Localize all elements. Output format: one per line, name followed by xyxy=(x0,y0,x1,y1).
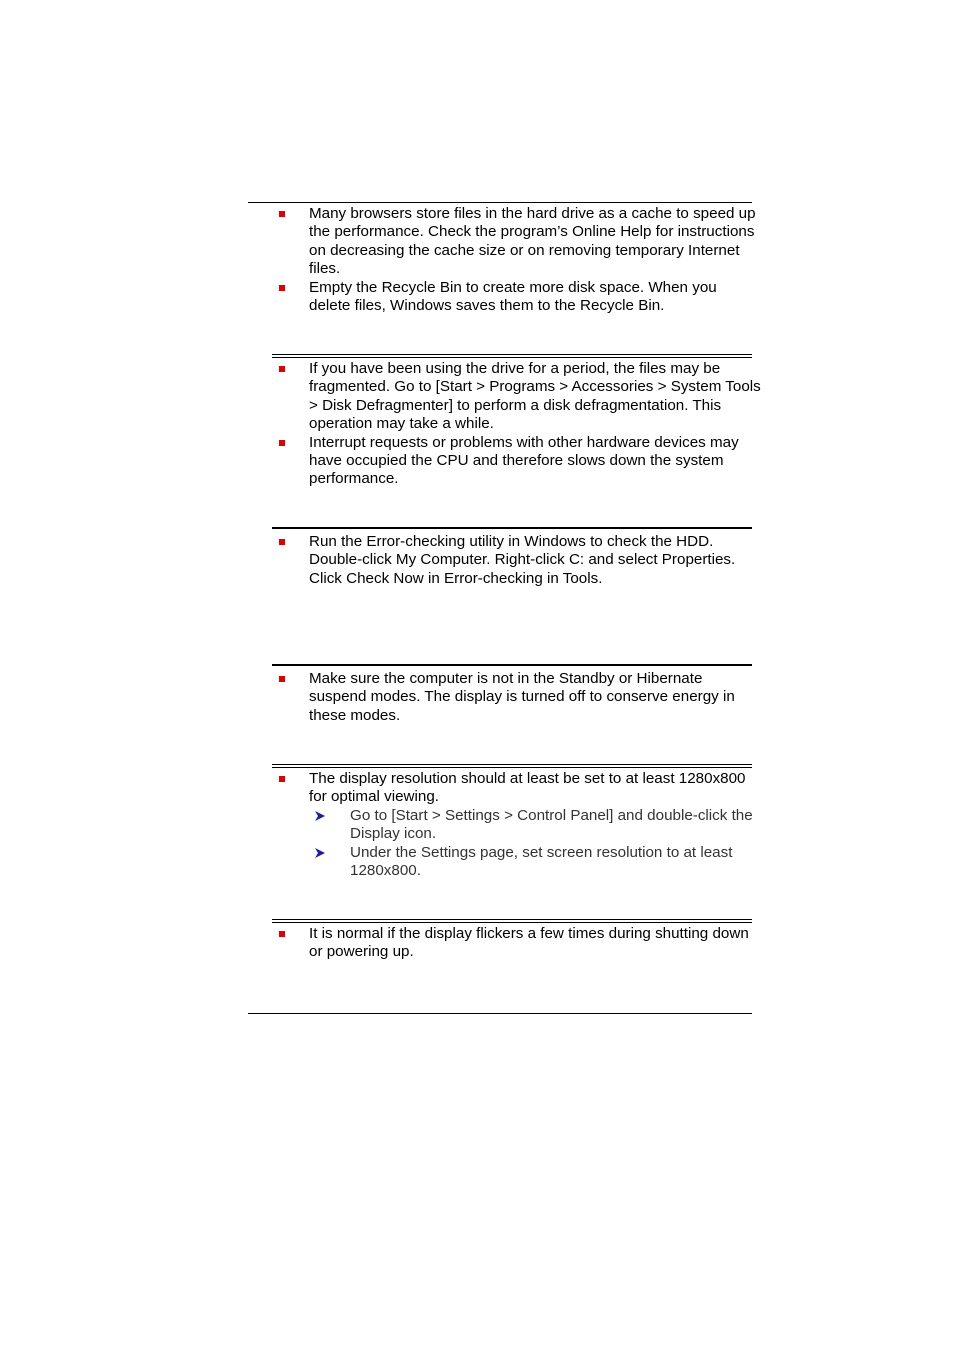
section-disk-space xyxy=(272,205,762,315)
list-item-text: It is normal if the display flickers a few times during shutting down or powering up. xyxy=(309,925,749,961)
sub-list-item xyxy=(272,807,762,844)
list-item-text: Empty the Recycle Bin to create more disk space. When you delete files, Windows saves them to the Recycle Bin. xyxy=(309,278,717,315)
bottom-rule xyxy=(248,1013,752,1014)
list-item xyxy=(272,434,762,489)
list-item-text: If you have been using the drive for a period, the files may be fragmented. Go to [Start > Programs > Accessories > System Tools > Disk Defragmenter] to perform a disk defragmentation. This operation may take a while. xyxy=(309,360,761,433)
section-performance xyxy=(272,360,762,489)
list-item xyxy=(272,770,762,807)
sub-list-item-text: Go to [Start > Settings > Control Panel] and double-click the Display icon. xyxy=(350,806,753,843)
list-item-text: Run the Error-checking utility in Windows to check the HDD. Double-click My Computer. Right-click C: and select Properties. Click Check Now in Error-checking in Tools. xyxy=(309,533,736,587)
section-error-checking xyxy=(272,533,762,588)
sub-list-item-text: Under the Settings page, set screen resolution to at least 1280x800. xyxy=(350,843,733,880)
list-item-text: Make sure the computer is not in the Standby or Hibernate suspend modes. The display is turned off to conserve energy in these modes. xyxy=(309,670,735,724)
list-item xyxy=(272,670,762,725)
section-divider xyxy=(272,664,752,666)
square-bullet-icon xyxy=(279,539,285,545)
section-divider xyxy=(272,764,752,768)
arrow-bullet-icon xyxy=(314,810,326,822)
section-resolution xyxy=(272,770,762,880)
section-divider xyxy=(272,354,752,358)
list-item xyxy=(272,279,762,316)
sub-list-item xyxy=(272,844,762,881)
square-bullet-icon xyxy=(279,931,285,937)
list-item-text: The display resolution should at least be set to at least 1280x800 for optimal viewing. xyxy=(309,770,746,806)
square-bullet-icon xyxy=(279,776,285,782)
top-rule xyxy=(248,202,752,203)
section-standby xyxy=(272,670,762,725)
list-item xyxy=(272,360,762,434)
section-flicker xyxy=(272,925,762,962)
list-item-text: Interrupt requests or problems with other hardware devices may have occupied the CPU and therefore slows down the system performance. xyxy=(309,433,739,488)
list-item-text: Many browsers store files in the hard drive as a cache to speed up the performance. Check the program’s Online Help for instructions on decreasing the cache size or on removing temporary Internet files. xyxy=(309,205,756,278)
arrow-bullet-icon xyxy=(314,847,326,859)
list-item xyxy=(272,533,762,588)
list-item xyxy=(272,925,762,962)
square-bullet-icon xyxy=(279,366,285,372)
square-bullet-icon xyxy=(279,285,285,291)
square-bullet-icon xyxy=(279,676,285,682)
section-divider xyxy=(272,527,752,529)
square-bullet-icon xyxy=(279,440,285,446)
square-bullet-icon xyxy=(279,211,285,217)
section-divider xyxy=(272,919,752,923)
list-item xyxy=(272,205,762,279)
